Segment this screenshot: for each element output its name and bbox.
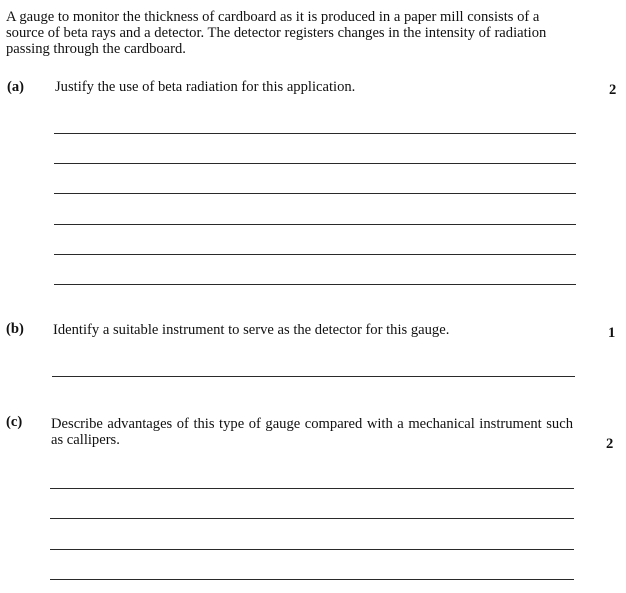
answer-line-a-6[interactable]: [54, 284, 576, 285]
part-c-marks: 2: [606, 436, 614, 452]
answer-line-c-4[interactable]: [50, 579, 574, 580]
answer-line-c-2[interactable]: [50, 518, 574, 519]
answer-line-a-1[interactable]: [54, 133, 576, 134]
part-a-text: Justify the use of beta radiation for this application.: [55, 79, 356, 95]
answer-line-b-1[interactable]: [52, 376, 575, 377]
answer-line-c-1[interactable]: [50, 488, 574, 489]
part-b-marks: 1: [608, 325, 616, 341]
answer-line-a-3[interactable]: [54, 193, 576, 194]
answer-line-a-2[interactable]: [54, 163, 576, 164]
part-c-text: Describe advantages of this type of gauge compared with a mechanical instrument such as callipers.: [51, 416, 573, 448]
answer-line-c-3[interactable]: [50, 549, 574, 550]
part-b-text: Identify a suitable instrument to serve as the detector for this gauge.: [53, 322, 450, 338]
part-b-label: (b): [6, 321, 24, 337]
question-stem: A gauge to monitor the thickness of cardboard as it is produced in a paper mill consists of a source of beta rays and a detector. The detector registers changes in the intensity of radiation passing through the cardboard.: [6, 9, 547, 57]
part-a-label: (a): [7, 79, 25, 95]
answer-line-a-4[interactable]: [54, 224, 576, 225]
part-c-label: (c): [6, 414, 23, 430]
answer-line-a-5[interactable]: [54, 254, 576, 255]
part-a-marks: 2: [609, 82, 617, 98]
